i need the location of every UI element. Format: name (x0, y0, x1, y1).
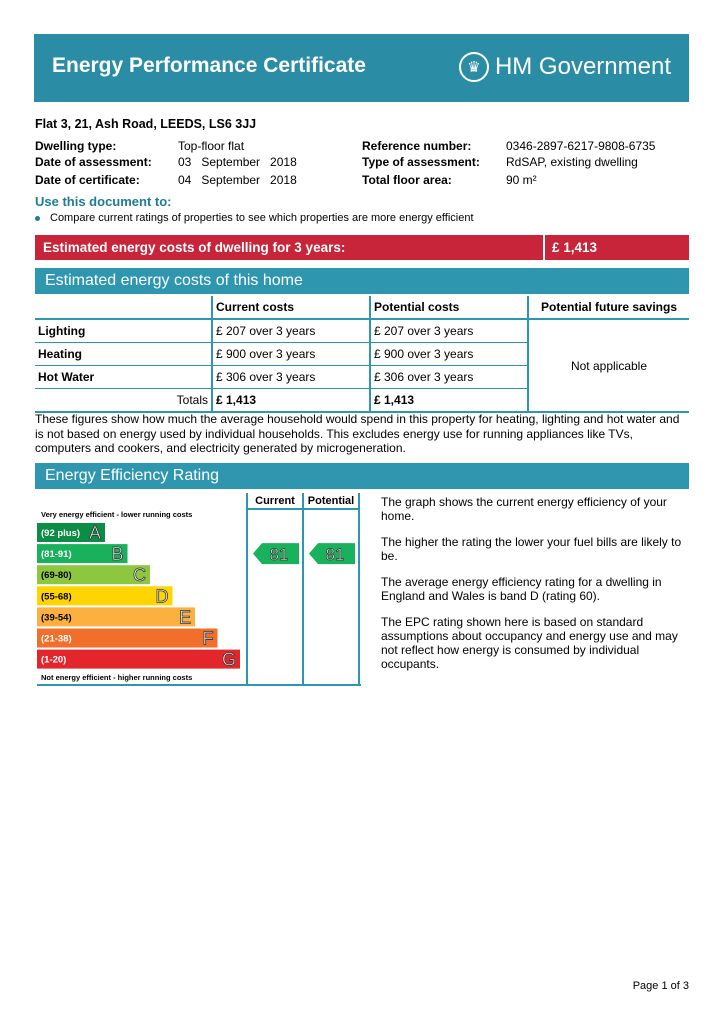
table-header-current: Current costs (212, 296, 370, 319)
band-e-range: (39-54) (41, 612, 72, 624)
row-current: £ 306 over 3 years (212, 366, 370, 389)
totals-potential: £ 1,413 (370, 389, 528, 413)
row-name: Heating (35, 343, 212, 366)
band-g-letter: G (221, 649, 236, 670)
costs-explanation: These figures show how much the average household would spend in this property for heating, lighting and hot water and is not based on energy used by individual households. This excludes energy use for running appliances like TVs, computers and cookers, and electricity generated by microgeneration. (35, 412, 680, 455)
potential-column-header: Potential (307, 495, 355, 507)
costs-table (35, 296, 689, 413)
efficiency-rating-chart (35, 491, 363, 688)
table-header-blank (35, 296, 212, 319)
floor-area-value: 90 m² (506, 173, 537, 187)
use-document-bullet (35, 212, 474, 224)
band-b-range: (81-91) (41, 549, 72, 561)
row-potential: £ 306 over 3 years (370, 366, 528, 389)
savings-value: Not applicable (528, 319, 689, 412)
band-a-letter: A (88, 523, 101, 543)
assessment-date-label: Date of assessment: (35, 155, 152, 169)
certificate-date-value: 04 September 2018 (178, 173, 297, 187)
use-document-heading: Use this document to: (35, 194, 172, 209)
hm-government-label: HM Government (494, 53, 671, 80)
bullet-icon (35, 216, 40, 221)
crown-crest-icon: ♛ (459, 52, 489, 82)
efficiency-paragraph: The average energy efficiency rating for a dwelling in England and Wales is band D (rating 60). (381, 575, 662, 603)
row-current: £ 900 over 3 years (212, 343, 370, 366)
row-potential: £ 900 over 3 years (370, 343, 528, 366)
efficiency-explanation (381, 495, 689, 683)
band-c-range: (69-80) (41, 570, 72, 582)
band-d-range: (55-68) (41, 591, 72, 603)
row-name: Lighting (35, 319, 212, 343)
assessment-type-label: Type of assessment: (362, 155, 480, 169)
totals-current: £ 1,413 (212, 389, 370, 413)
efficiency-section-header (35, 463, 689, 489)
page-title: Energy Performance Certificate (52, 54, 366, 77)
band-c-letter: C (133, 565, 146, 586)
band-e-letter: E (178, 607, 191, 628)
table-header-potential: Potential costs (370, 296, 528, 319)
current-column-header: Current (255, 495, 295, 507)
property-address: Flat 3, 21, Ash Road, LEEDS, LS6 3JJ (35, 117, 257, 131)
divider (543, 235, 545, 260)
band-g-range: (1-20) (41, 654, 67, 666)
current-rating-value: 81 (269, 545, 289, 565)
page-number: Page 1 of 3 (632, 980, 689, 992)
estimated-costs-label: Estimated energy costs of dwelling for 3 years: (43, 240, 346, 255)
row-name: Hot Water (35, 366, 212, 389)
reference-number-value: 0346-2897-6217-9808-6735 (506, 139, 656, 153)
bullet-text: Compare current ratings of properties to see which properties are more energy efficient (50, 212, 474, 224)
row-potential: £ 207 over 3 years (370, 319, 528, 343)
band-f-letter: F (202, 628, 214, 649)
chart-top-label: Very energy efficient - lower running costs (41, 510, 193, 519)
certificate-date-label: Date of certificate: (35, 173, 140, 187)
costs-section-title: Estimated energy costs of this home (45, 272, 303, 289)
header-banner (34, 34, 689, 102)
estimated-costs-bar (35, 235, 689, 260)
table-row (35, 319, 689, 343)
band-f-range: (21-38) (41, 633, 72, 645)
table-header-savings: Potential future savings (528, 296, 689, 319)
efficiency-section-title: Energy Efficiency Rating (45, 467, 220, 484)
efficiency-paragraph: The higher the rating the lower your fuel bills are likely to be. (381, 535, 682, 563)
totals-label: Totals (35, 389, 212, 413)
potential-rating-value: 81 (325, 545, 345, 565)
row-current: £ 207 over 3 years (212, 319, 370, 343)
floor-area-label: Total floor area: (362, 173, 452, 187)
band-a-range: (92 plus) (41, 528, 81, 539)
estimated-costs-value: £ 1,413 (552, 240, 598, 255)
band-d-letter: D (155, 586, 169, 607)
band-g-bar (37, 650, 240, 669)
efficiency-paragraph: The graph shows the current energy efficiency of your home. (381, 495, 667, 523)
band-b-letter: B (111, 544, 124, 565)
assessment-date-value: 03 September 2018 (178, 155, 297, 169)
hm-government-logo (459, 52, 671, 82)
dwelling-type-value: Top-floor flat (178, 139, 245, 153)
costs-section-header (35, 268, 689, 294)
efficiency-paragraph: The EPC rating shown here is based on standard assumptions about occupancy and energy use and may not reflect how energy is consumed by individual occupants. (381, 615, 678, 671)
dwelling-type-label: Dwelling type: (35, 139, 117, 153)
chart-bottom-label: Not energy efficient - higher running costs (41, 673, 193, 682)
assessment-type-value: RdSAP, existing dwelling (506, 155, 638, 169)
reference-number-label: Reference number: (362, 139, 472, 153)
